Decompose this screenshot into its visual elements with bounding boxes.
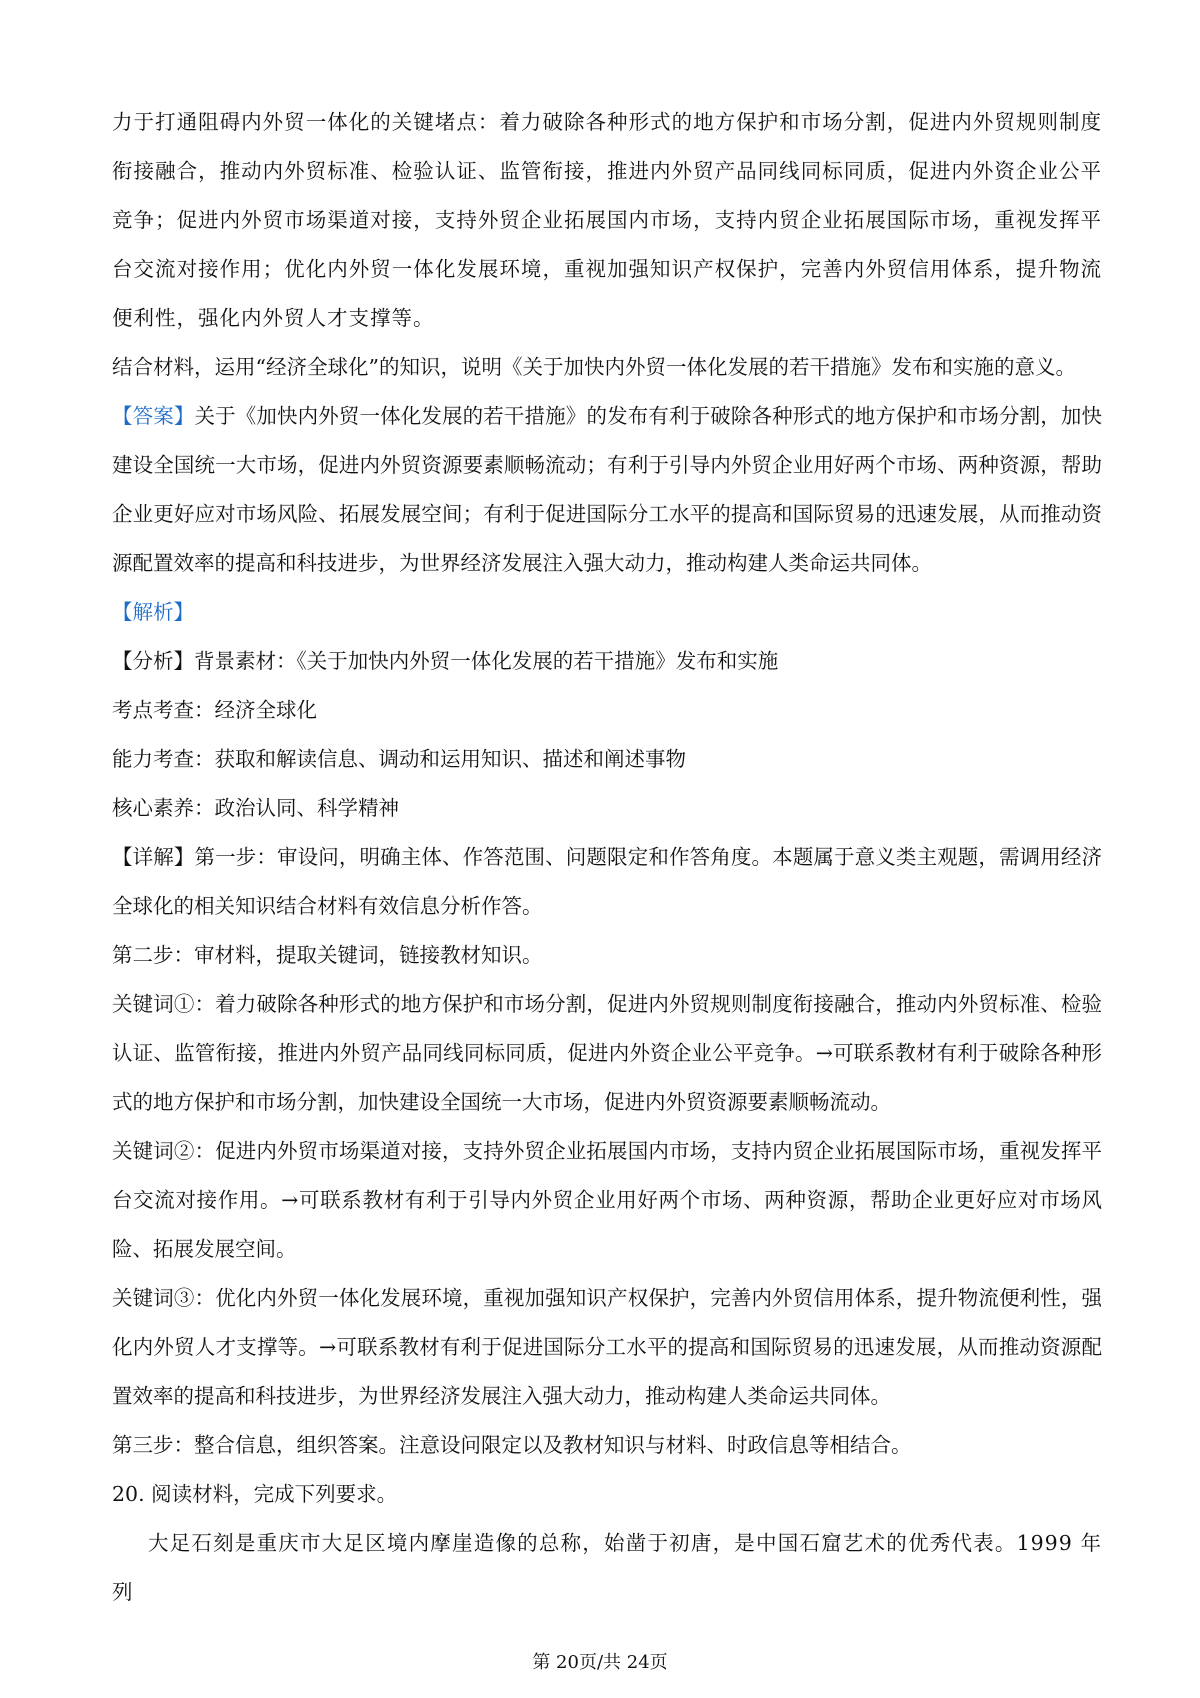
page-content: [112, 98, 1102, 1617]
analysis-line: 能力考查：获取和解读信息、调动和运用知识、描述和阐述事物: [112, 747, 686, 771]
analysis-line: 【详解】第一步：审设问，明确主体、作答范围、问题限定和作答角度。本题属于意义类主观题，需调用经济全球化的相关知识结合材料有效信息分析作答。: [112, 845, 1102, 918]
analysis-line: 【分析】背景素材：《关于加快内外贸一体化发展的若干措施》发布和实施: [112, 649, 779, 673]
analysis-line: 核心素养：政治认同、科学精神: [112, 796, 399, 820]
question-paragraph: 结合材料，运用“经济全球化”的知识，说明《关于加快内外贸一体化发展的若干措施》发布和实施的意义。: [112, 355, 1076, 379]
next-material-paragraph: 大足石刻是重庆市大足区境内摩崖造像的总称，始凿于初唐，是中国石窟艺术的优秀代表。1999 年列: [112, 1531, 1102, 1604]
analysis-line: 关键词②：促进内外贸市场渠道对接，支持外贸企业拓展国内市场，支持内贸企业拓展国际市场，重视发挥平台交流对接作用。→可联系教材有利于引导内外贸企业用好两个市场、两种资源，帮助企业更好应对市场风险、拓展发展空间。: [112, 1139, 1102, 1261]
analysis-line: 第二步：审材料，提取关键词，链接教材知识。: [112, 943, 543, 967]
question-20-heading: 20. 阅读材料，完成下列要求。: [112, 1482, 398, 1506]
answer-text: 关于《加快内外贸一体化发展的若干措施》的发布有利于破除各种形式的地方保护和市场分割，加快建设全国统一大市场，促进内外贸资源要素顺畅流动；有利于引导内外贸企业用好两个市场、两种资源，帮助企业更好应对市场风险、拓展发展空间；有利于促进国际分工水平的提高和国际贸易的迅速发展，从而推动资源配置效率的提高和科技进步，为世界经济发展注入强大动力，推动构建人类命运共同体。: [112, 404, 1103, 575]
answer-label: 【答案】: [112, 404, 195, 428]
analysis-line: 第三步：整合信息，组织答案。注意设问限定以及教材知识与材料、时政信息等相结合。: [112, 1433, 912, 1457]
analysis-line: 关键词③：优化内外贸一体化发展环境，重视加强知识产权保护，完善内外贸信用体系，提升物流便利性，强化内外贸人才支撑等。→可联系教材有利于促进国际分工水平的提高和国际贸易的迅速发展，从而推动资源配置效率的提高和科技进步，为世界经济发展注入强大动力，推动构建人类命运共同体。: [112, 1286, 1102, 1408]
material-paragraph: 力于打通阻碍内外贸一体化的关键堵点：着力破除各种形式的地方保护和市场分割，促进内外贸规则制度衔接融合，推动内外贸标准、检验认证、监管衔接，推进内外贸产品同线同标同质，促进内外资企业公平竞争；促进内外贸市场渠道对接，支持外贸企业拓展国内市场，支持内贸企业拓展国际市场，重视发挥平台交流对接作用；优化内外贸一体化发展环境，重视加强知识产权保护，完善内外贸信用体系，提升物流便利性，强化内外贸人才支撑等。: [112, 110, 1102, 330]
answer-paragraph: [112, 392, 1102, 588]
analysis-label: 【解析】: [112, 600, 194, 624]
analysis-line: 考点考查：经济全球化: [112, 698, 317, 722]
analysis-line: 关键词①：着力破除各种形式的地方保护和市场分割，促进内外贸规则制度衔接融合，推动内外贸标准、检验认证、监管衔接，推进内外贸产品同线同标同质，促进内外资企业公平竞争。→可联系教材有利于破除各种形式的地方保护和市场分割，加快建设全国统一大市场，促进内外贸资源要素顺畅流动。: [112, 992, 1102, 1114]
page-footer: 第 20页/共 24页: [532, 1652, 668, 1673]
